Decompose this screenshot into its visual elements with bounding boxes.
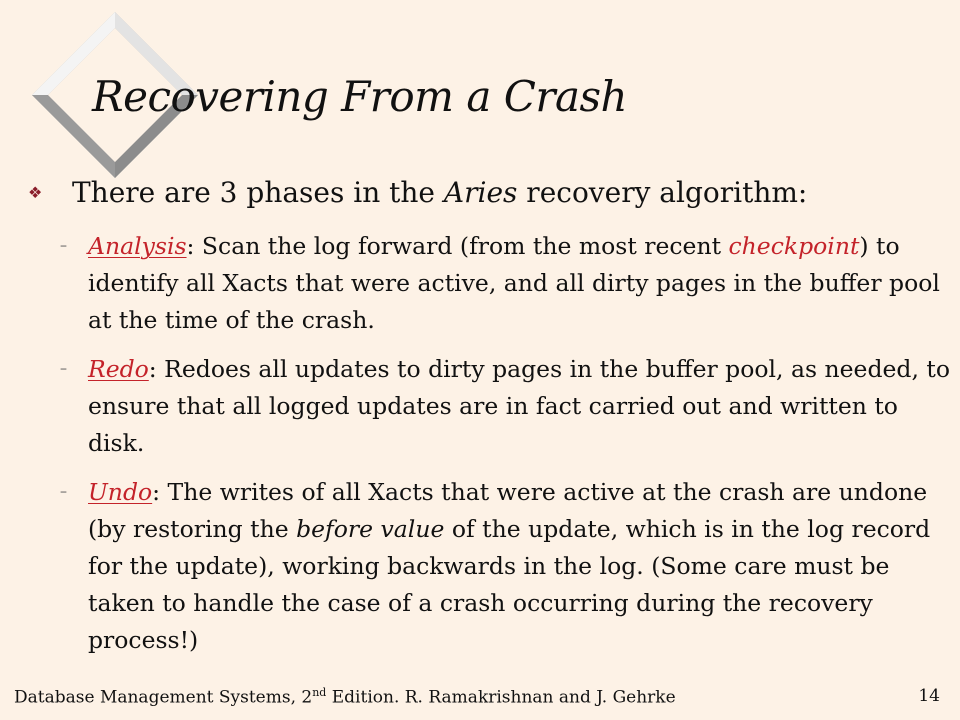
main-bullet [28,176,807,209]
phase-undo [60,474,950,659]
dash-bullet-icon: – [60,238,67,254]
phase-term: Redo [88,355,149,383]
phase-term: Undo [88,478,153,506]
main-bullet-text: There are 3 phases in the Aries recovery algorithm: [72,176,808,209]
phase-redo-text: Redo: Redoes all updates to dirty pages in the buffer pool, as needed, to ensure that all logged updates are in fact carried out and written to disk. [88,355,950,457]
phase-undo-text: Undo: The writes of all Xacts that were active at the crash are undone (by restoring the before value of the update, which is in the log record for the update), working backwards in the log. (Some care must be taken to handle the case of a crash occurring during the recovery process!) [88,478,931,654]
phase-redo [60,351,950,462]
footer-citation: Database Management Systems, 2nd Edition. R. Ramakrishnan and J. Gehrke [14,686,676,708]
slide-title: Recovering From a Crash [92,72,628,121]
phase-analysis [60,228,950,339]
phase-analysis-text: Analysis: Scan the log forward (from the most recent checkpoint) to identify all Xacts that were active, and all dirty pages in the buffer pool at the time of the crash. [88,232,940,334]
dash-bullet-icon: – [60,361,67,377]
page-number: 14 [918,686,940,706]
diamond-bullet-icon: ❖ [28,183,43,202]
dash-bullet-icon: – [60,484,67,500]
phase-term: Analysis [88,232,187,260]
